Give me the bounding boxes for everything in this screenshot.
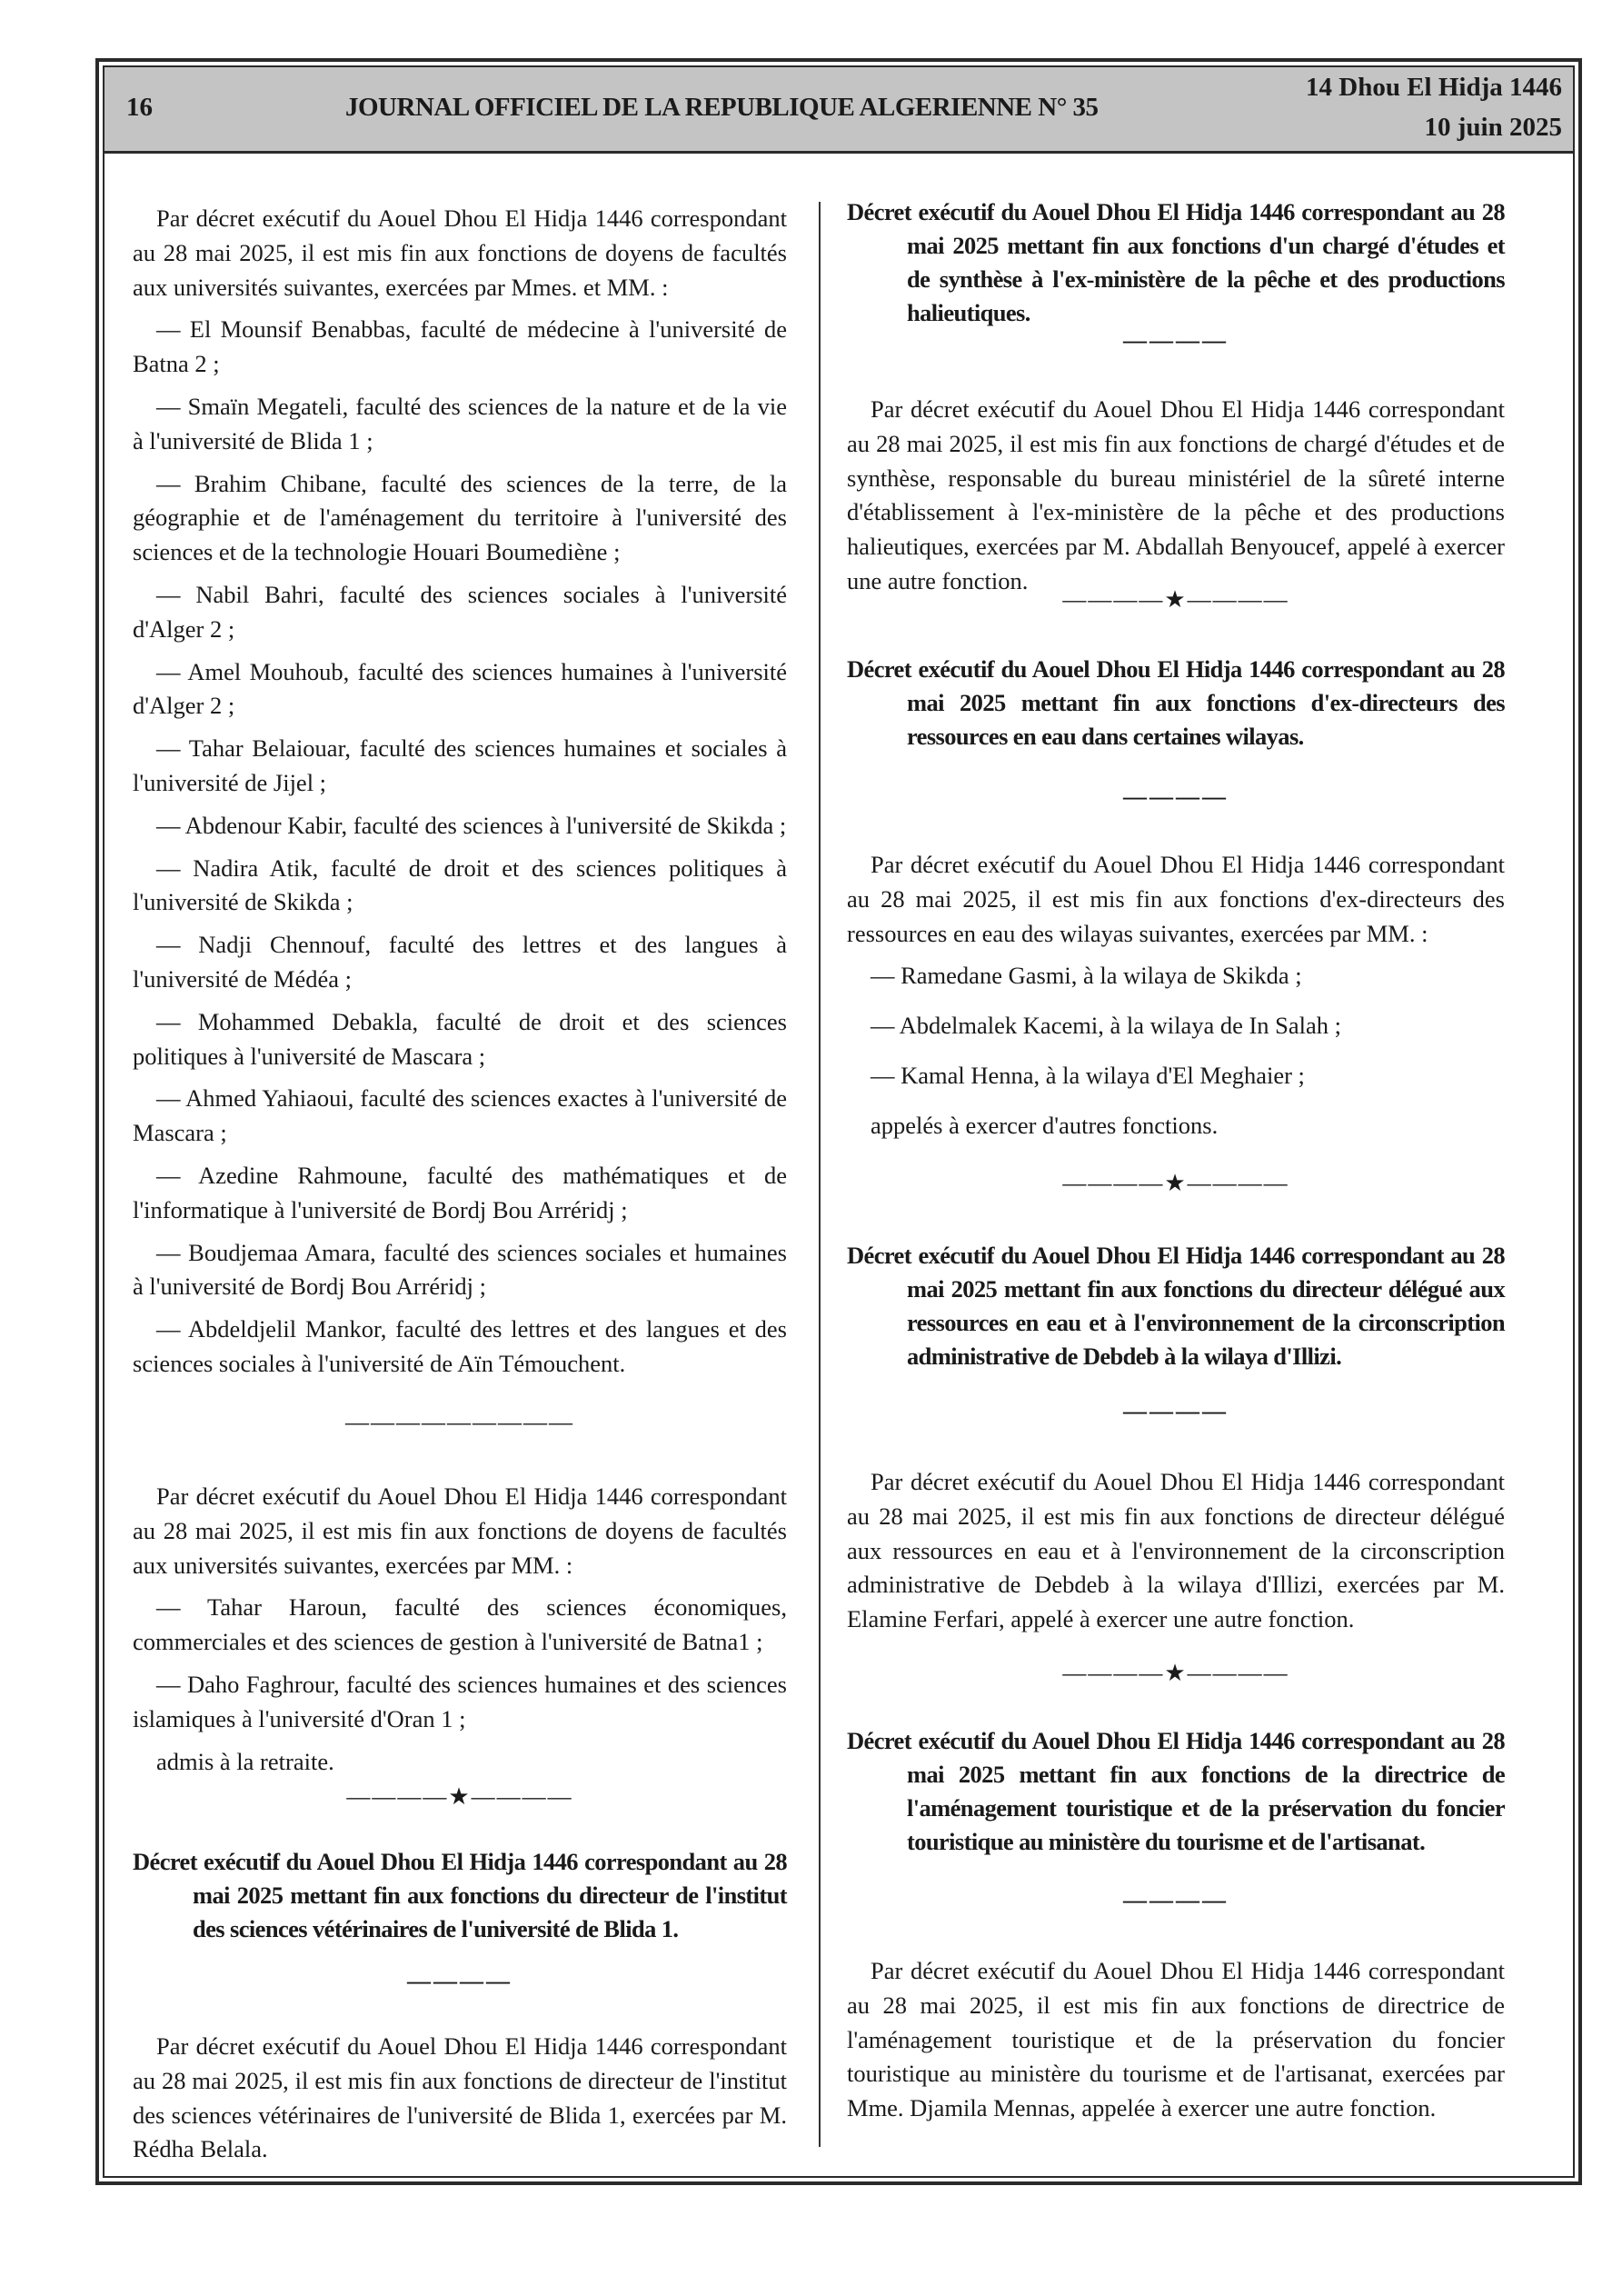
separator-short: ———— bbox=[1123, 1398, 1229, 1424]
list-item: — Abdenour Kabir, faculté des sciences à l'université de Skikda ; bbox=[156, 811, 787, 839]
list-item: — Ahmed Yahiaoui, faculté des sciences exactes à l'université de Mascara ; bbox=[133, 1084, 787, 1147]
list-item: — Boudjemaa Amara, faculté des sciences sociales et humaines à l'université de Bordj Bou Arréridj ; bbox=[133, 1238, 787, 1301]
list-item: — El Mounsif Benabbas, faculté de médecine à l'université de Batna 2 ; bbox=[133, 315, 787, 378]
list-item: — Nadira Atik, faculté de droit et des sciences politiques à l'université de Skikda ; bbox=[133, 854, 787, 916]
separator-short: ———— bbox=[1123, 1887, 1229, 1913]
decree-heading: Décret exécutif du Aouel Dhou El Hidja 1446 correspondant au 28 mai 2025 mettant fin aux fonctions d'ex-directeurs des ressources en eau dans certaines wilayas. bbox=[847, 655, 1505, 750]
decree-body: Par décret exécutif du Aouel Dhou El Hidja 1446 correspondant au 28 mai 2025, il est mis fin aux fonctions de directeur de l'institut des sciences vétérinaires de l'université de Blida 1, exercées par M. Rédha Belala. bbox=[133, 2032, 787, 2163]
decree-tourism-body bbox=[847, 1954, 1505, 2134]
separator-star: ————★———— bbox=[1062, 586, 1289, 613]
separator-short: ———— bbox=[1123, 327, 1229, 354]
decree-heading: Décret exécutif du Aouel Dhou El Hidja 1446 correspondant au 28 mai 2025 mettant fin aux fonctions du directeur délégué aux ressources en eau et à l'environnement de la circonscription administrative de Debdeb à la wilaya d'Illizi. bbox=[847, 1242, 1505, 1370]
decree-body: Par décret exécutif du Aouel Dhou El Hidja 1446 correspondant au 28 mai 2025, il est mis fin aux fonctions de chargé d'études et de synthèse, responsable du bureau ministériel de la sûreté interne d'établissement à l'ex-ministère de la pêche et des productions halieutiques, exercées par M. Abdallah Benyoucef, appelé à exercer une autre fonction. bbox=[847, 395, 1505, 594]
decree-deans-1 bbox=[133, 202, 787, 1390]
decree-vet-institute bbox=[133, 1845, 787, 1954]
decree-tourism bbox=[847, 1724, 1505, 1867]
separator-star: ————★———— bbox=[1062, 1170, 1289, 1196]
decree-deans-2 bbox=[133, 1480, 787, 1787]
list-item: — Amel Mouhoub, faculté des sciences humaines à l'université d'Alger 2 ; bbox=[133, 657, 787, 720]
decree-peche bbox=[847, 195, 1505, 338]
list-item: — Nabil Bahri, faculté des sciences sociales à l'université d'Alger 2 ; bbox=[133, 580, 787, 643]
column-divider bbox=[819, 202, 821, 2147]
list-item: — Smaïn Megateli, faculté des sciences de la nature et de la vie à l'université de Blida 1 ; bbox=[133, 392, 787, 454]
decree-intro: Par décret exécutif du Aouel Dhou El Hidja 1446 correspondant au 28 mai 2025, il est mis fin aux fonctions d'ex-directeurs des ressources en eau des wilayas suivantes, exercées par MM. : bbox=[847, 851, 1505, 947]
decree-heading: Décret exécutif du Aouel Dhou El Hidja 1446 correspondant au 28 mai 2025 mettant fin aux fonctions du directeur de l'institut des sciences vétérinaires de l'université de Blida 1. bbox=[133, 1848, 787, 1942]
list-item: — Tahar Belaiouar, faculté des sciences humaines et sociales à l'université de Jijel ; bbox=[133, 734, 787, 796]
decree-debdeb-body bbox=[847, 1465, 1505, 1645]
list-item: — Brahim Chibane, faculté des sciences de la terre, de la géographie et de l'aménagement du territoire à l'université des sciences et de la technologie Houari Boumediène ; bbox=[133, 469, 787, 566]
list-item: — Mohammed Debakla, faculté de droit et des sciences politiques à l'université de Mascara ; bbox=[133, 1007, 787, 1070]
separator-star: ————★———— bbox=[1062, 1660, 1289, 1686]
list-item: — Abdelmalek Kacemi, à la wilaya de In Salah ; bbox=[871, 1012, 1342, 1040]
list-item: — Abdeldjelil Mankor, faculté des lettres et des langues et des sciences sociales à l'université de Aïn Témouchent. bbox=[133, 1315, 787, 1377]
separator-long: ————————— bbox=[345, 1409, 574, 1435]
list-item: — Ramedane Gasmi, à la wilaya de Skikda ; bbox=[871, 962, 1302, 990]
journal-title: JOURNAL OFFICIEL DE LA REPUBLIQUE ALGERIENNE N° 35 bbox=[345, 93, 1099, 122]
decree-water-directors-body bbox=[847, 848, 1505, 1152]
separator-star: ————★———— bbox=[346, 1783, 573, 1810]
list-item: — Tahar Haroun, faculté des sciences économiques, commerciales et des sciences de gestion à l'université de Batna1 ; bbox=[133, 1593, 787, 1656]
separator-short: ———— bbox=[407, 1968, 512, 1994]
list-item: — Kamal Henna, à la wilaya d'El Meghaier ; bbox=[871, 1061, 1305, 1089]
decree-heading: Décret exécutif du Aouel Dhou El Hidja 1446 correspondant au 28 mai 2025 mettant fin aux fonctions de la directrice de l'aménagement touristique et de la préservation du foncier touristique au ministère du tourisme et de l'artisanat. bbox=[847, 1727, 1505, 1855]
decree-body: Par décret exécutif du Aouel Dhou El Hidja 1446 correspondant au 28 mai 2025, il est mis fin aux fonctions de directrice de l'aménagement touristique et de la préservation du foncier touristique au ministère du tourisme et de l'artisanat, exercées par Mme. Djamila Mennas, appelée à exercer une autre fonction. bbox=[847, 1957, 1505, 2122]
decree-heading: Décret exécutif du Aouel Dhou El Hidja 1446 correspondant au 28 mai 2025 mettant fin aux fonctions d'un chargé d'études et de synthèse à l'ex-ministère de la pêche et des productions halieutiques. bbox=[847, 198, 1505, 326]
gregorian-date: 10 juin 2025 bbox=[1424, 113, 1562, 142]
decree-intro: Par décret exécutif du Aouel Dhou El Hidja 1446 correspondant au 28 mai 2025, il est mis fin aux fonctions de doyens de facultés aux universités suivantes, exercées par Mmes. et MM. : bbox=[133, 205, 787, 301]
list-item: — Azedine Rahmoune, faculté des mathématiques et de l'informatique à l'université de Bordj Bou Arréridj ; bbox=[133, 1161, 787, 1223]
decree-peche-body bbox=[847, 393, 1505, 607]
decree-debdeb bbox=[847, 1239, 1505, 1382]
decree-vet-institute-body bbox=[133, 2030, 787, 2175]
decree-closing: admis à la retraite. bbox=[156, 1747, 334, 1775]
journal-header bbox=[104, 67, 1573, 154]
decree-intro: Par décret exécutif du Aouel Dhou El Hidja 1446 correspondant au 28 mai 2025, il est mis fin aux fonctions de doyens de facultés aux universités suivantes, exercées par MM. : bbox=[133, 1482, 787, 1579]
list-item: — Daho Faghrour, faculté des sciences humaines et des sciences islamiques à l'université d'Oran 1 ; bbox=[133, 1670, 787, 1732]
decree-body: Par décret exécutif du Aouel Dhou El Hidja 1446 correspondant au 28 mai 2025, il est mis fin aux fonctions de directeur délégué aux ressources en eau et à l'environnement de la circonscription administrative de Debdeb à la wilaya d'Illizi, exercées par M. Elamine Ferfari, appelé à exercer une autre fonction. bbox=[847, 1468, 1505, 1633]
hijri-date: 14 Dhou El Hidja 1446 bbox=[1306, 73, 1562, 102]
list-item: — Nadji Chennouf, faculté des lettres et des langues à l'université de Médéa ; bbox=[133, 931, 787, 993]
decree-closing: appelés à exercer d'autres fonctions. bbox=[871, 1111, 1219, 1139]
decree-water-directors bbox=[847, 653, 1505, 762]
page-number: 16 bbox=[126, 93, 153, 122]
separator-short: ———— bbox=[1123, 784, 1229, 810]
